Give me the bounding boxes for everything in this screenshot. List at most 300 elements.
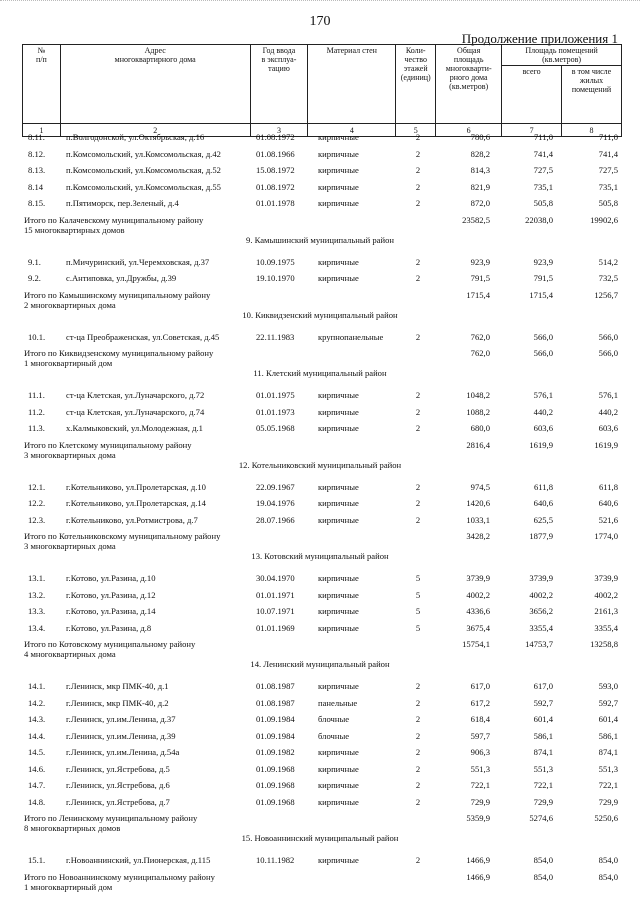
row-number: 8.15.: [28, 198, 46, 208]
total-premises-living: 1619,9: [594, 439, 618, 450]
row-total-area: 551,3: [470, 763, 490, 774]
row-total-area: 828,2: [470, 148, 490, 159]
row-wall-material: кирпичные: [318, 780, 359, 790]
total-house-count: 1 многоквартирный дом: [24, 881, 113, 892]
row-year: 01.09.1968: [256, 796, 295, 807]
row-total-area: 617,2: [470, 697, 490, 708]
total-house-count: 1 многоквартирный дом: [24, 358, 113, 368]
row-premises-all: 874,1: [533, 747, 553, 757]
row-floors: 2: [415, 747, 421, 757]
total-premises-all: 5274,6: [529, 813, 553, 823]
row-number: 13.4.: [28, 622, 46, 633]
row-premises-all: 592,7: [533, 697, 553, 708]
total-house-count: 3 многоквартирных дома: [24, 449, 116, 460]
row-wall-material: кирпичные: [318, 481, 359, 492]
total-premises-all: 566,0: [533, 348, 553, 358]
header-total-area: Общая площадь многокварти- рного дома (кв.метров): [436, 45, 502, 124]
table-row: [0, 797, 640, 811]
district-heading: 11. Клетский муниципальный район: [253, 368, 387, 378]
row-year: 01.08.1966: [256, 148, 295, 159]
header-wall-material: Материал стен: [308, 45, 396, 124]
table-row: [0, 573, 640, 587]
row-year: 01.01.1973: [256, 406, 295, 417]
row-floors: 2: [415, 273, 421, 283]
table-row: [0, 515, 640, 529]
row-number: 8.13.: [28, 165, 46, 175]
row-total-area: 814,3: [470, 165, 490, 175]
row-premises-all: 735,1: [533, 181, 553, 192]
row-premises-all: 601,4: [533, 714, 553, 724]
table-row: [0, 747, 640, 761]
row-number: 13.1.: [28, 573, 46, 583]
row-number: 14.7.: [28, 780, 46, 790]
header-number: № п/п: [23, 45, 61, 124]
district-heading: 10. Киквидзенский муниципальный район: [242, 309, 398, 320]
row-address: ст-ца Клетская, ул.Луначарского, д.72: [66, 390, 205, 400]
row-number: 12.2.: [28, 498, 46, 508]
row-total-area: 1048,2: [466, 390, 490, 400]
row-premises-all: 625,5: [533, 514, 553, 525]
row-wall-material: кирпичные: [318, 606, 359, 616]
total-house-count: 3 многоквартирных дома: [24, 541, 116, 551]
row-premises-living: 2161,3: [594, 606, 618, 616]
table-row: [0, 855, 640, 869]
row-wall-material: кирпичные: [318, 855, 359, 865]
row-premises-all: 440,2: [533, 406, 553, 417]
header-premises-area: Площадь помещений (кв.метров): [502, 45, 622, 66]
row-premises-living: 722,1: [598, 780, 618, 790]
row-floors: 2: [415, 148, 421, 159]
row-address: г.Котово, ул.Разина, д.10: [66, 573, 156, 583]
row-floors: 2: [415, 256, 421, 267]
row-premises-all: 551,3: [533, 763, 553, 774]
row-premises-all: 4002,2: [529, 589, 553, 600]
row-floors: 2: [415, 796, 421, 807]
row-year: 05.05.1968: [256, 423, 295, 433]
row-premises-living: 4002,2: [594, 589, 618, 600]
district-heading: 13. Котовский муниципальный район: [251, 551, 389, 561]
row-year: 01.09.1968: [256, 763, 295, 774]
row-wall-material: кирпичные: [318, 681, 359, 691]
total-premises-living: 13258,8: [590, 639, 618, 649]
total-area: 1715,4: [466, 289, 490, 300]
table-row: [0, 132, 640, 146]
row-total-area: 1420,6: [466, 498, 490, 508]
district-total-label: [24, 531, 220, 551]
row-number: 14.2.: [28, 697, 46, 708]
row-wall-material: крупнопанельные: [318, 331, 384, 342]
scan-top-edge: [0, 0, 640, 4]
row-year: 28.07.1966: [256, 514, 295, 525]
header-col-num: 8: [562, 124, 622, 137]
row-number: 8.12.: [28, 148, 46, 159]
row-address: г.Котово, ул.Разина, д.14: [66, 606, 156, 616]
row-premises-living: 711,0: [598, 132, 618, 142]
row-year: 01.09.1982: [256, 747, 295, 757]
row-total-area: 3675,4: [466, 622, 490, 633]
row-year: 15.08.1972: [256, 165, 295, 175]
row-address: г.Котельниково, ул.Пролетарская, д.10: [66, 481, 206, 492]
row-address: г.Ленинск, ул.им.Ленина, д.37: [66, 714, 176, 724]
district-total-label: [24, 639, 195, 659]
row-wall-material: кирпичные: [318, 273, 359, 283]
row-premises-all: 576,1: [533, 390, 553, 400]
row-number: 8.14: [28, 181, 44, 192]
row-premises-all: 923,9: [533, 256, 553, 267]
row-address: п.Волгодонской, ул.Октябрьская, д.16: [66, 132, 205, 142]
row-year: 10.11.1982: [256, 855, 295, 865]
row-floors: 2: [415, 498, 421, 508]
total-title: Итого по Котельниковскому муниципальному району: [24, 531, 221, 541]
row-year: 22.11.1983: [256, 331, 295, 342]
row-premises-living: 640,6: [598, 498, 618, 508]
row-address: г.Ленинск, ул.Ястребова, д.6: [66, 780, 170, 790]
row-total-area: 722,1: [470, 780, 490, 790]
row-year: 01.08.1972: [256, 181, 295, 192]
row-address: г.Котово, ул.Разина, д.12: [66, 589, 156, 600]
row-premises-all: 722,1: [533, 780, 553, 790]
row-address: г.Новоаннинский, ул.Пионерская, д.115: [66, 855, 211, 865]
row-total-area: 3739,9: [466, 573, 490, 583]
table-row: [0, 698, 640, 712]
row-wall-material: кирпичные: [318, 423, 359, 433]
row-premises-living: 611,8: [598, 481, 618, 492]
district-total-label: [24, 813, 197, 833]
total-premises-all: 22038,0: [525, 214, 553, 225]
district-total-label: [24, 872, 215, 892]
total-title: Итого по Калачевскому муниципальному району: [24, 214, 204, 225]
row-floors: 2: [415, 514, 421, 525]
row-floors: 5: [415, 622, 421, 633]
row-year: 01.09.1984: [256, 714, 295, 724]
row-floors: 2: [415, 730, 421, 741]
row-number: 12.3.: [28, 514, 46, 525]
row-floors: 2: [415, 697, 421, 708]
row-address: п.Комсомольский, ул.Комсомольская, д.52: [66, 165, 221, 175]
row-premises-all: 711,0: [533, 132, 553, 142]
total-title: Итого по Котовскому муниципальному району: [24, 639, 196, 649]
table-row: [0, 149, 640, 163]
row-total-area: 1033,1: [466, 514, 490, 525]
row-premises-living: 505,8: [598, 198, 618, 208]
total-area: 15754,1: [462, 639, 490, 649]
row-address: г.Котельниково, ул.Ротмистрова, д.7: [66, 514, 198, 525]
table-row: [0, 165, 640, 179]
row-number: 11.1.: [28, 390, 45, 400]
row-number: 10.1.: [28, 331, 46, 342]
row-wall-material: кирпичные: [318, 514, 359, 525]
row-address: п.Мичуринский, ул.Черемховская, д.37: [66, 256, 210, 267]
row-premises-all: 854,0: [533, 855, 553, 865]
table-row: [0, 714, 640, 728]
table-row: [0, 606, 640, 620]
row-wall-material: кирпичные: [318, 622, 359, 633]
row-floors: 2: [415, 855, 421, 865]
row-total-area: 617,0: [470, 681, 490, 691]
row-number: 8.11.: [28, 132, 45, 142]
table-row: [0, 780, 640, 794]
total-house-count: 2 многоквартирных дома: [24, 299, 116, 310]
total-area: 2816,4: [466, 439, 490, 450]
total-premises-living: 19902,6: [590, 214, 618, 225]
table-row: [0, 764, 640, 778]
row-premises-all: 729,9: [533, 796, 553, 807]
header-col-num: 3: [250, 124, 308, 137]
row-address: г.Котово, ул.Разина, д.8: [66, 622, 152, 633]
table-row: [0, 498, 640, 512]
total-title: Итого по Клетскому муниципальному району: [24, 439, 192, 450]
row-address: ст-ца Преображенская, ул.Советская, д.45: [66, 331, 220, 342]
row-premises-all: 505,8: [533, 198, 553, 208]
table-row: [0, 257, 640, 271]
row-address: п.Пятиморск, пер.Зеленый, д.4: [66, 198, 179, 208]
row-premises-all: 603,6: [533, 423, 553, 433]
row-wall-material: кирпичные: [318, 165, 359, 175]
table-row: [0, 623, 640, 637]
row-premises-all: 3656,2: [529, 606, 553, 616]
row-number: 13.3.: [28, 606, 46, 616]
header-col-num: 4: [308, 124, 396, 137]
row-wall-material: кирпичные: [318, 747, 359, 757]
row-premises-living: 874,1: [598, 747, 618, 757]
row-year: 10.07.1971: [256, 606, 295, 616]
row-address: г.Ленинск, ул.Ястребова, д.7: [66, 796, 170, 807]
row-premises-all: 611,8: [533, 481, 553, 492]
row-address: п.Комсомольский, ул.Комсомольская, д.42: [66, 148, 221, 159]
total-area: 5359,9: [466, 813, 490, 823]
row-wall-material: кирпичные: [318, 589, 359, 600]
row-year: 19.10.1970: [256, 273, 295, 283]
row-address: с.Антиповка, ул.Дружбы, д.39: [66, 273, 177, 283]
row-total-area: 780,6: [470, 132, 490, 142]
row-floors: 2: [415, 132, 421, 142]
row-number: 15.1.: [28, 855, 46, 865]
table-row: [0, 731, 640, 745]
total-premises-all: 14753,7: [525, 639, 553, 649]
row-total-area: 680,0: [470, 423, 490, 433]
row-address: г.Ленинск, ул.им.Ленина, д.54а: [66, 747, 180, 757]
row-number: 13.2.: [28, 589, 46, 600]
row-premises-all: 586,1: [533, 730, 553, 741]
district-heading: 12. Котельниковский муниципальный район: [238, 459, 402, 470]
row-premises-living: 601,4: [598, 714, 618, 724]
row-premises-all: 617,0: [533, 681, 553, 691]
total-premises-all: 1877,9: [529, 531, 553, 541]
row-floors: 5: [415, 573, 421, 583]
table-row: [0, 182, 640, 196]
total-premises-all: 1619,9: [529, 439, 553, 450]
row-floors: 2: [415, 165, 421, 175]
row-premises-living: 440,2: [598, 406, 618, 417]
row-year: 01.08.1987: [256, 697, 295, 708]
appendix-continuation-title: Продолжение приложения 1: [461, 31, 618, 46]
row-address: г.Ленинск, ул.Ястребова, д.5: [66, 763, 170, 774]
row-premises-all: 727,5: [533, 165, 553, 175]
table-row: [0, 423, 640, 437]
total-premises-living: 854,0: [598, 871, 618, 882]
district-total-label: [24, 348, 213, 368]
row-wall-material: кирпичные: [318, 256, 359, 267]
row-total-area: 821,9: [470, 181, 490, 192]
header-col-num: 7: [502, 124, 562, 137]
row-year: 30.04.1970: [256, 573, 295, 583]
row-premises-living: 854,0: [598, 855, 618, 865]
row-total-area: 906,3: [470, 747, 490, 757]
row-premises-living: 732,5: [598, 273, 618, 283]
row-wall-material: кирпичные: [318, 390, 359, 400]
table-row: [0, 273, 640, 287]
table-row: [0, 198, 640, 212]
row-number: 14.3.: [28, 714, 46, 724]
row-wall-material: кирпичные: [318, 498, 359, 508]
row-total-area: 791,5: [470, 273, 490, 283]
total-house-count: 8 многоквартирных домов: [24, 823, 121, 833]
row-wall-material: кирпичные: [318, 763, 359, 774]
row-address: ст-ца Клетская, ул.Луначарского, д.74: [66, 406, 205, 417]
row-year: 01.08.1972: [256, 132, 295, 142]
row-number: 14.4.: [28, 730, 46, 741]
row-wall-material: кирпичные: [318, 198, 359, 208]
table-row: [0, 407, 640, 421]
row-wall-material: кирпичные: [318, 132, 359, 142]
table-row: [0, 681, 640, 695]
row-wall-material: кирпичные: [318, 406, 359, 417]
row-premises-living: 741,4: [598, 148, 618, 159]
header-address: Адрес многоквартирного дома: [60, 45, 250, 124]
row-number: 9.1.: [28, 256, 41, 267]
row-total-area: 597,7: [470, 730, 490, 741]
row-premises-living: 603,6: [598, 423, 618, 433]
row-total-area: 1466,9: [466, 855, 490, 865]
row-number: 9.2.: [28, 273, 41, 283]
row-year: 01.01.1975: [256, 390, 295, 400]
row-number: 11.3.: [28, 423, 45, 433]
row-address: п.Комсомольский, ул.Комсомольская, д.55: [66, 181, 221, 192]
row-premises-living: 727,5: [598, 165, 618, 175]
table-row: [0, 482, 640, 496]
row-floors: 2: [415, 423, 421, 433]
row-total-area: 729,9: [470, 796, 490, 807]
row-total-area: 872,0: [470, 198, 490, 208]
total-title: Итого по Киквидзенскому муниципальному району: [24, 348, 214, 358]
total-title: Итого по Ленинскому муниципальному району: [24, 813, 198, 823]
total-premises-living: 566,0: [598, 348, 618, 358]
row-year: 01.09.1968: [256, 780, 295, 790]
district-heading: 9. Камышинский муниципальный район: [246, 234, 394, 245]
table-row: [0, 332, 640, 346]
row-number: 14.8.: [28, 796, 46, 807]
row-address: г.Ленинск, мкр ПМК-40, д.2: [66, 697, 169, 708]
row-premises-all: 741,4: [533, 148, 553, 159]
row-wall-material: блочные: [318, 714, 350, 724]
row-floors: 2: [415, 714, 421, 724]
total-area: 3428,2: [466, 531, 490, 541]
row-floors: 2: [415, 780, 421, 790]
row-floors: 2: [415, 681, 421, 691]
district-total-label: [24, 215, 203, 235]
total-title: Итого по Новоаннинскому муниципальному району: [24, 871, 215, 882]
row-year: 01.01.1969: [256, 622, 295, 633]
header-col-num: 6: [436, 124, 502, 137]
total-premises-living: 1774,0: [594, 531, 618, 541]
row-premises-living: 551,3: [598, 763, 618, 774]
row-floors: 2: [415, 481, 421, 492]
row-floors: 2: [415, 763, 421, 774]
header-floors: Коли- чество этажей (единиц): [396, 45, 436, 124]
table-row: [0, 590, 640, 604]
row-floors: 5: [415, 606, 421, 616]
row-floors: 2: [415, 198, 421, 208]
row-premises-all: 3739,9: [529, 573, 553, 583]
row-premises-living: 729,9: [598, 796, 618, 807]
row-floors: 2: [415, 331, 421, 342]
row-wall-material: кирпичные: [318, 573, 359, 583]
row-wall-material: кирпичные: [318, 181, 359, 192]
row-number: 14.5.: [28, 747, 46, 757]
row-year: 22.09.1967: [256, 481, 295, 492]
district-total-label: [24, 440, 192, 460]
total-premises-all: 854,0: [533, 871, 553, 882]
district-total-label: [24, 290, 210, 310]
row-premises-living: 593,0: [598, 681, 618, 691]
row-floors: 5: [415, 589, 421, 600]
total-house-count: 15 многоквартирных домов: [24, 224, 125, 235]
row-address: г.Ленинск, мкр ПМК-40, д.1: [66, 681, 169, 691]
total-house-count: 4 многоквартирных дома: [24, 649, 116, 659]
row-floors: 2: [415, 181, 421, 192]
page-number: 170: [309, 14, 331, 29]
total-title: Итого по Камышинскому муниципальному району: [24, 289, 211, 300]
row-total-area: 974,5: [470, 481, 490, 492]
header-premises-living: в том числе жилых помещений: [562, 66, 622, 124]
row-premises-living: 576,1: [598, 390, 618, 400]
row-wall-material: панельные: [318, 697, 358, 708]
row-premises-all: 640,6: [533, 498, 553, 508]
total-area: 762,0: [470, 348, 490, 358]
row-premises-all: 791,5: [533, 273, 553, 283]
row-floors: 2: [415, 406, 421, 417]
total-premises-all: 1715,4: [529, 289, 553, 300]
header-col-num: 1: [23, 124, 61, 137]
row-address: г.Ленинск, ул.им.Ленина, д.39: [66, 730, 176, 741]
row-address: х.Калмыковский, ул.Молодежная, д.1: [66, 423, 203, 433]
header-col-num: 2: [60, 124, 250, 137]
row-number: 14.1.: [28, 681, 46, 691]
row-wall-material: кирпичные: [318, 148, 359, 159]
header-year: Год ввода в эксплуа- тацию: [250, 45, 308, 124]
row-total-area: 762,0: [470, 331, 490, 342]
row-premises-living: 592,7: [598, 697, 618, 708]
total-area: 1466,9: [466, 871, 490, 882]
header-col-num: 5: [396, 124, 436, 137]
row-year: 01.08.1987: [256, 681, 295, 691]
row-total-area: 4002,2: [466, 589, 490, 600]
district-heading: 15. Новоаннинский муниципальный район: [241, 833, 399, 843]
district-heading: 14. Ленинский муниципальный район: [250, 659, 390, 669]
row-wall-material: кирпичные: [318, 796, 359, 807]
row-wall-material: блочные: [318, 730, 350, 741]
row-premises-living: 521,6: [598, 514, 618, 525]
row-total-area: 923,9: [470, 256, 490, 267]
row-premises-all: 3355,4: [529, 622, 553, 633]
row-total-area: 618,4: [470, 714, 490, 724]
total-area: 23582,5: [462, 214, 490, 225]
total-premises-living: 5250,6: [594, 813, 618, 823]
row-year: 10.09.1975: [256, 256, 295, 267]
row-year: 01.01.1978: [256, 198, 295, 208]
table-row: [0, 390, 640, 404]
row-premises-all: 566,0: [533, 331, 553, 342]
